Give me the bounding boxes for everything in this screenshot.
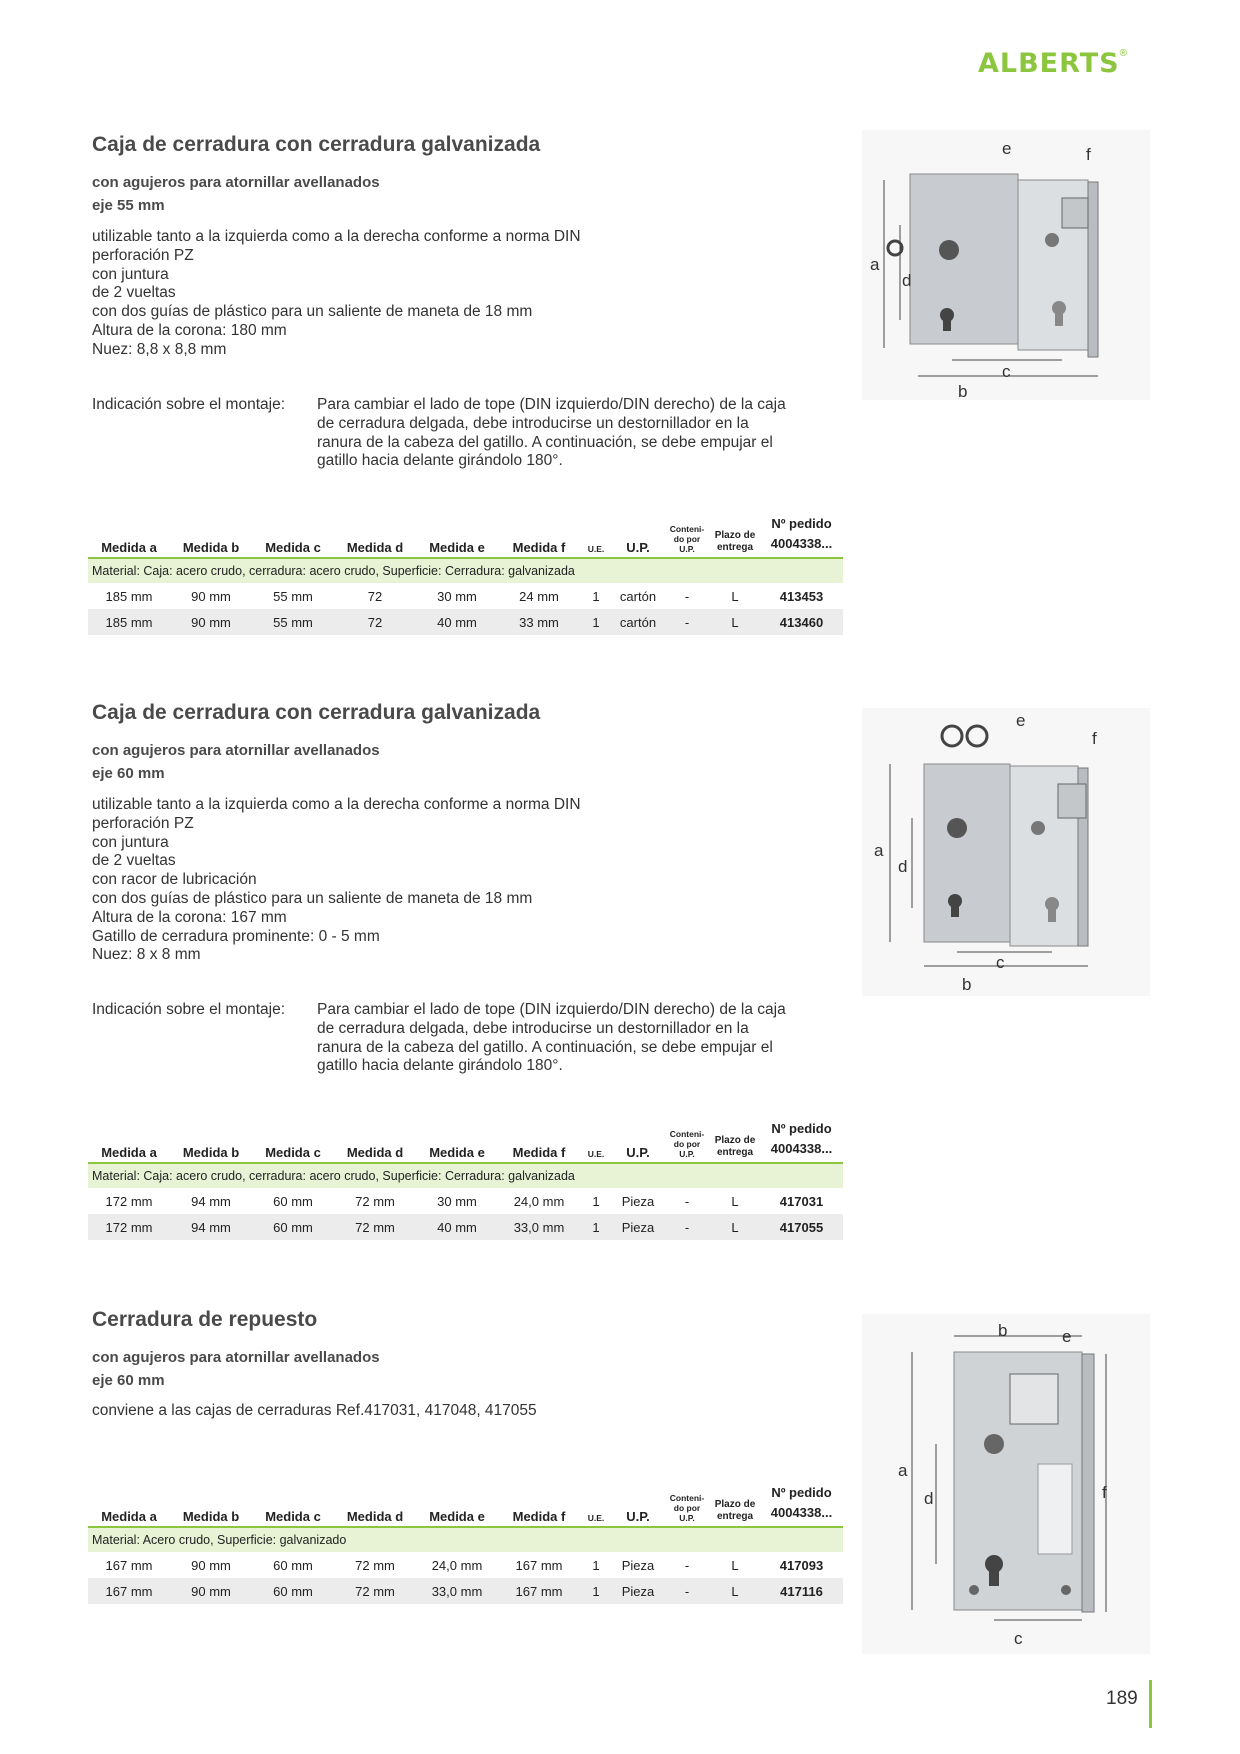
follower	[1045, 233, 1059, 247]
cylinder-cutout-slot	[1055, 308, 1063, 326]
product-description	[92, 796, 581, 965]
cylinder-slot	[943, 315, 951, 331]
cell: L	[710, 1214, 760, 1240]
dim-f-label: f	[1092, 729, 1097, 748]
latch	[1062, 198, 1088, 228]
follower	[1031, 821, 1045, 835]
pedido-l1: Nº pedido	[771, 1121, 832, 1136]
desc-line: Altura de la corona: 167 mm	[92, 908, 287, 926]
cell: 167 mm	[515, 1557, 563, 1573]
desc-line: con dos guías de plástico para un saliente de maneta de 18 mm	[92, 303, 533, 321]
cell: 33,0 mm	[498, 1214, 580, 1240]
dim-a-label: a	[870, 255, 880, 274]
cell: 90 mm	[170, 1578, 252, 1604]
cell: 60 mm	[273, 1557, 313, 1573]
col-medida-a: Medida a	[88, 512, 170, 558]
order-number: 417055	[760, 1214, 843, 1240]
cell: 72 mm	[334, 1578, 416, 1604]
col-pedido	[760, 1481, 843, 1527]
pedido-l2: 4004338...	[770, 536, 833, 551]
mount-line: gatillo hacia delante girándolo 180°.	[317, 1057, 563, 1075]
cell: 72 mm	[334, 1214, 416, 1240]
cell: 72	[334, 609, 416, 635]
cell: Pieza	[612, 1578, 664, 1604]
material-row	[88, 558, 843, 583]
cell: cartón	[612, 609, 664, 635]
follower	[984, 1434, 1004, 1454]
material-text: Material: Acero crudo, Superficie: galvanizado	[88, 1527, 843, 1552]
cell: 1	[592, 588, 600, 604]
dim-e-label: e	[1016, 711, 1026, 730]
screw-hole	[1061, 1585, 1071, 1595]
product-subtitle: con agujeros para atornillar avellanados	[92, 1349, 380, 1366]
col-up: U.P.	[612, 512, 664, 558]
cont-l1: Conteni-	[669, 524, 705, 534]
col-medida-c: Medida c	[252, 512, 334, 558]
cell: -	[664, 1214, 710, 1240]
spec-table	[88, 512, 843, 635]
cell: 90 mm	[191, 1557, 231, 1573]
table-row	[88, 1188, 843, 1214]
product-description	[92, 228, 581, 360]
desc-line: utilizable tanto a la izquierda como a la derecha conforme a norma DIN	[92, 796, 581, 813]
cell: 90 mm	[170, 609, 252, 635]
col-medida-b: Medida b	[170, 1481, 252, 1527]
cylinder-cutout-slot	[1048, 904, 1056, 922]
table-header-row	[88, 1481, 843, 1527]
label-sticker	[1038, 1464, 1072, 1554]
desc-line: perforación PZ	[92, 814, 194, 832]
cell: 60 mm	[273, 1193, 313, 1209]
dim-e-label: e	[1002, 139, 1012, 158]
col-medida-c: Medida c	[252, 1117, 334, 1163]
cell: 185 mm	[88, 609, 170, 635]
cell: 167 mm	[105, 1557, 153, 1573]
dim-b-label: b	[998, 1321, 1008, 1340]
cylinder-slot	[989, 1564, 999, 1586]
product-axis: eje 60 mm	[92, 765, 165, 782]
cell: 60 mm	[252, 1214, 334, 1240]
cell: 33,0 mm	[416, 1578, 498, 1604]
col-up: U.P.	[612, 1117, 664, 1163]
desc-line: con racor de lubricación	[92, 871, 257, 889]
cell: 94 mm	[170, 1214, 252, 1240]
cell: cartón	[619, 588, 657, 604]
desc-line: Nuez: 8,8 x 8,8 mm	[92, 340, 227, 358]
spindle-hole	[939, 240, 959, 260]
dim-d-label: d	[898, 857, 908, 876]
col-medida-e: Medida e	[416, 1481, 498, 1527]
cont-l3: U.P.	[679, 544, 695, 554]
col-plazo	[710, 1117, 760, 1163]
brand-name: ALBERTS	[978, 48, 1120, 79]
pedido-l1: Nº pedido	[771, 516, 832, 531]
cell: 24,0 mm	[431, 1557, 483, 1573]
desc-line: con juntura	[92, 833, 169, 851]
product-axis: eje 55 mm	[92, 197, 165, 214]
plazo-l1: Plazo de	[714, 1499, 756, 1510]
dim-d-label: d	[902, 271, 912, 290]
order-number: 413460	[760, 609, 843, 635]
faceplate	[1082, 1354, 1094, 1612]
col-medida-c: Medida c	[252, 1481, 334, 1527]
spec-table	[88, 1481, 843, 1604]
cell: 1	[592, 1557, 600, 1573]
cont-l1: Conteni-	[669, 1493, 705, 1503]
cell: 1	[580, 1578, 612, 1604]
col-medida-d: Medida d	[334, 512, 416, 558]
pedido-l2: 4004338...	[770, 1141, 833, 1156]
table-row	[88, 1552, 843, 1578]
desc-line: Nuez: 8 x 8 mm	[92, 946, 201, 964]
col-medida-e: Medida e	[416, 1117, 498, 1163]
desc-line: Altura de la corona: 180 mm	[92, 321, 287, 339]
plazo-l1: Plazo de	[714, 530, 756, 541]
dim-a-label: a	[874, 841, 884, 860]
mount-line: de cerradura delgada, debe introducirse un destornillador en la	[317, 414, 749, 432]
col-medida-d: Medida d	[334, 1481, 416, 1527]
cont-l3: U.P.	[679, 1513, 695, 1523]
col-ue: U.E.	[580, 512, 612, 558]
dim-d-label: d	[924, 1489, 934, 1508]
ring-icon	[942, 726, 962, 746]
cell: L	[731, 1193, 739, 1209]
spindle-hole	[947, 818, 967, 838]
cell: 185 mm	[105, 588, 153, 604]
cell: 1	[580, 1214, 612, 1240]
cylinder-slot	[951, 901, 959, 917]
product-description	[92, 1402, 537, 1421]
desc-line: perforación PZ	[92, 246, 194, 264]
col-medida-f: Medida f	[498, 1481, 580, 1527]
screw-hole	[969, 1585, 979, 1595]
table-header-row	[88, 1117, 843, 1163]
cell: L	[731, 1557, 739, 1573]
cell: Pieza	[612, 1214, 664, 1240]
desc-line: utilizable tanto a la izquierda como a la derecha conforme a norma DIN	[92, 228, 581, 245]
col-up: U.P.	[612, 1481, 664, 1527]
material-row	[88, 1163, 843, 1188]
col-medida-b: Medida b	[170, 1117, 252, 1163]
cell: 30 mm	[437, 588, 477, 604]
mount-line: ranura de la cabeza del gatillo. A continuación, se debe empujar el	[317, 433, 773, 451]
desc-line: de 2 vueltas	[92, 852, 176, 870]
pedido-l2: 4004338...	[770, 1505, 833, 1520]
product-subtitle: con agujeros para atornillar avellanados	[92, 742, 380, 759]
product-image-2	[862, 708, 1150, 996]
table-row	[88, 583, 843, 609]
cell: 167 mm	[498, 1578, 580, 1604]
cell: Pieza	[621, 1557, 655, 1573]
col-contenido	[664, 1481, 710, 1527]
brand-reg: ®	[1119, 48, 1127, 59]
order-number: 413453	[779, 588, 824, 604]
col-ue: U.E.	[580, 1481, 612, 1527]
mount-line: de cerradura delgada, debe introducirse un destornillador en la	[317, 1019, 749, 1037]
table-row	[88, 609, 843, 635]
mount-line: ranura de la cabeza del gatillo. A continuación, se debe empujar el	[317, 1038, 773, 1056]
mount-line: Para cambiar el lado de tope (DIN izquierdo/DIN derecho) de la caja	[317, 1001, 786, 1018]
mount-instructions	[317, 396, 786, 471]
case-plate	[924, 764, 1010, 942]
col-medida-f: Medida f	[498, 512, 580, 558]
col-medida-d: Medida d	[334, 1117, 416, 1163]
col-pedido	[760, 512, 843, 558]
plazo-l1: Plazo de	[714, 1135, 756, 1146]
product-image-3	[862, 1314, 1150, 1654]
col-medida-b: Medida b	[170, 512, 252, 558]
lock-case-drawing	[862, 708, 1150, 996]
pedido-l1: Nº pedido	[771, 1485, 832, 1500]
cont-l2: do por	[673, 534, 701, 544]
dim-a-label: a	[898, 1461, 908, 1480]
product-image-1	[862, 130, 1150, 400]
cell: 24 mm	[519, 588, 559, 604]
desc-line: conviene a las cajas de cerraduras Ref.417031, 417048, 417055	[92, 1402, 537, 1419]
cont-l2: do por	[673, 1139, 701, 1149]
cell: Pieza	[621, 1193, 655, 1209]
order-number: 417093	[779, 1557, 824, 1573]
desc-line: con juntura	[92, 265, 169, 283]
order-number: 417031	[779, 1193, 824, 1209]
cell: -	[664, 1578, 710, 1604]
dim-f-label: f	[1102, 1483, 1107, 1502]
dim-e-label: e	[1062, 1327, 1072, 1346]
col-medida-f: Medida f	[498, 1117, 580, 1163]
desc-line: de 2 vueltas	[92, 284, 176, 302]
case-plate	[910, 174, 1018, 344]
cont-l3: U.P.	[679, 1149, 695, 1159]
cell: L	[710, 609, 760, 635]
product-subtitle: con agujeros para atornillar avellanados	[92, 174, 380, 191]
cell: 24,0 mm	[513, 1193, 565, 1209]
cell: 1	[580, 609, 612, 635]
col-contenido	[664, 1117, 710, 1163]
page-number: 189	[1106, 1688, 1138, 1709]
cont-l2: do por	[673, 1503, 701, 1513]
cell: -	[684, 588, 690, 604]
cell: -	[664, 609, 710, 635]
table-header-row	[88, 512, 843, 558]
page-accent-bar	[1149, 1680, 1152, 1728]
plazo-l2: entrega	[716, 542, 754, 553]
cell: 167 mm	[88, 1578, 170, 1604]
product-title: Cerradura de repuesto	[92, 1308, 318, 1331]
material-text: Material: Caja: acero crudo, cerradura: acero crudo, Superficie: Cerradura: galvanizada	[88, 558, 843, 583]
plazo-l2: entrega	[716, 1511, 754, 1522]
col-plazo	[710, 1481, 760, 1527]
dim-b-label: b	[962, 975, 972, 994]
col-pedido	[760, 1117, 843, 1163]
cell: 60 mm	[252, 1578, 334, 1604]
dim-c-label: c	[1014, 1629, 1023, 1648]
product-axis: eje 60 mm	[92, 1372, 165, 1389]
lock-case-drawing	[862, 130, 1150, 400]
cell: 40 mm	[416, 1214, 498, 1240]
cell: -	[684, 1557, 690, 1573]
dim-b-label: b	[958, 382, 968, 400]
cell: 172 mm	[105, 1193, 153, 1209]
cell: 72 mm	[355, 1193, 395, 1209]
col-medida-a: Medida a	[88, 1481, 170, 1527]
product-title: Caja de cerradura con cerradura galvanizada	[92, 701, 541, 724]
cell: -	[684, 1193, 690, 1209]
cell: 90 mm	[191, 588, 231, 604]
mount-label: Indicación sobre el montaje:	[92, 396, 286, 413]
cell: L	[710, 1578, 760, 1604]
cell: 1	[592, 1193, 600, 1209]
table-row	[88, 1214, 843, 1240]
cell: 55 mm	[273, 588, 313, 604]
ring-icon	[967, 726, 987, 746]
mount-instructions	[317, 1001, 786, 1076]
cell: 172 mm	[88, 1214, 170, 1240]
cell: 72	[367, 588, 383, 604]
replacement-lock-drawing	[862, 1314, 1150, 1654]
col-medida-e: Medida e	[416, 512, 498, 558]
cont-l1: Conteni-	[669, 1129, 705, 1139]
mount-label: Indicación sobre el montaje:	[92, 1001, 286, 1018]
material-row	[88, 1527, 843, 1552]
product-title: Caja de cerradura con cerradura galvanizada	[92, 133, 541, 156]
col-medida-a: Medida a	[88, 1117, 170, 1163]
desc-line: con dos guías de plástico para un saliente de maneta de 18 mm	[92, 889, 533, 907]
col-plazo	[710, 512, 760, 558]
cell: 40 mm	[416, 609, 498, 635]
cell: L	[731, 588, 739, 604]
order-number: 417116	[760, 1578, 843, 1604]
cell: 94 mm	[191, 1193, 231, 1209]
desc-line: Gatillo de cerradura prominente: 0 - 5 mm	[92, 927, 380, 945]
brand-logo	[978, 48, 1148, 82]
table-row	[88, 1578, 843, 1604]
faceplate	[1088, 182, 1098, 357]
col-contenido	[664, 512, 710, 558]
dim-c-label: c	[1002, 362, 1011, 381]
latch-housing	[1010, 1374, 1058, 1424]
col-ue: U.E.	[580, 1117, 612, 1163]
material-text: Material: Caja: acero crudo, cerradura: acero crudo, Superficie: Cerradura: galvanizada	[88, 1163, 843, 1188]
mount-line: Para cambiar el lado de tope (DIN izquierdo/DIN derecho) de la caja	[317, 396, 786, 413]
dim-c-label: c	[996, 953, 1005, 972]
mount-line: gatillo hacia delante girándolo 180°.	[317, 452, 563, 470]
cell: 55 mm	[252, 609, 334, 635]
latch	[1058, 784, 1086, 818]
dim-f-label: f	[1086, 145, 1091, 164]
cell: 30 mm	[437, 1193, 477, 1209]
cell: 33 mm	[498, 609, 580, 635]
spec-table	[88, 1117, 843, 1240]
cell: 72 mm	[355, 1557, 395, 1573]
plazo-l2: entrega	[716, 1147, 754, 1158]
